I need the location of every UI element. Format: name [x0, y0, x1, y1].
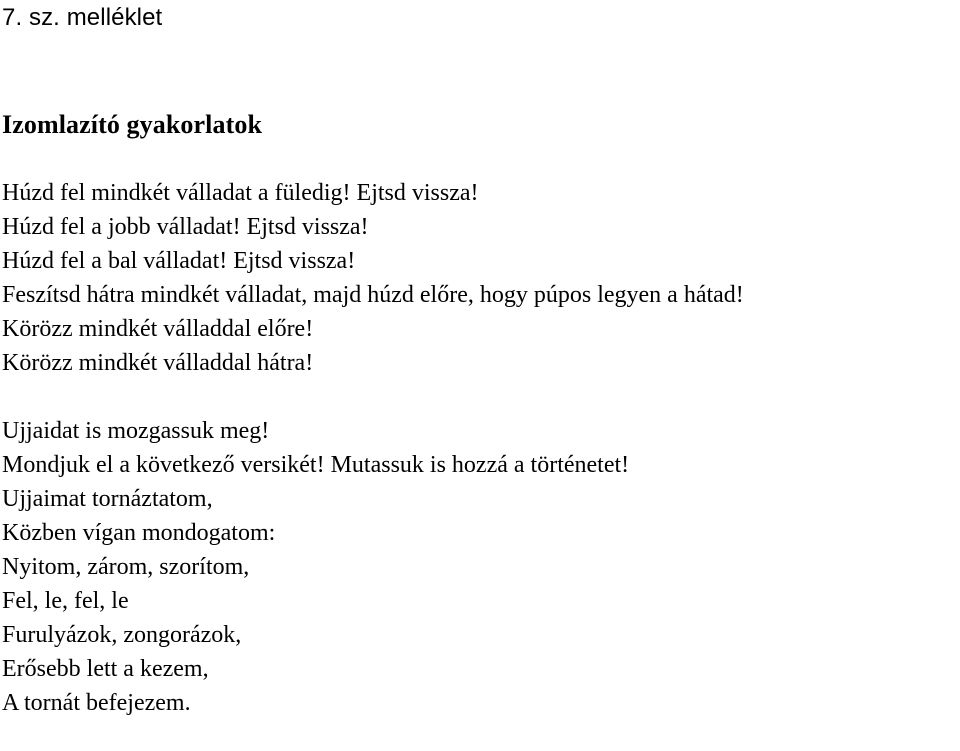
text-line: Ujjaidat is mozgassuk meg! [2, 418, 270, 444]
text-line: Mondjuk el a következő versikét! Mutassuk is hozzá a történetet! [2, 452, 630, 478]
poem-line: Közben vígan mondogatom: [2, 520, 276, 546]
text-line: Körözz mindkét válladdal hátra! [2, 350, 314, 376]
poem-line: Erősebb lett a kezem, [2, 656, 209, 682]
poem-line: Furulyázok, zongorázok, [2, 622, 242, 648]
text-line: Körözz mindkét válladdal előre! [2, 316, 314, 342]
text-line: Húzd fel a jobb válladat! Ejtsd vissza! [2, 214, 369, 240]
poem-line: Fel, le, fel, le [2, 588, 129, 614]
poem-line: A tornát befejezem. [2, 690, 191, 716]
text-line: Húzd fel mindkét válladat a füledig! Ejtsd vissza! [2, 180, 479, 206]
attachment-number: 7. sz. melléklet [2, 4, 163, 31]
poem-line: Nyitom, zárom, szorítom, [2, 554, 250, 580]
text-line: Feszítsd hátra mindkét válladat, majd húzd előre, hogy púpos legyen a hátad! [2, 282, 744, 308]
text-line: Húzd fel a bal válladat! Ejtsd vissza! [2, 248, 356, 274]
document-title: Izomlazító gyakorlatok [2, 110, 263, 139]
poem-line: Ujjaimat tornáztatom, [2, 486, 213, 512]
